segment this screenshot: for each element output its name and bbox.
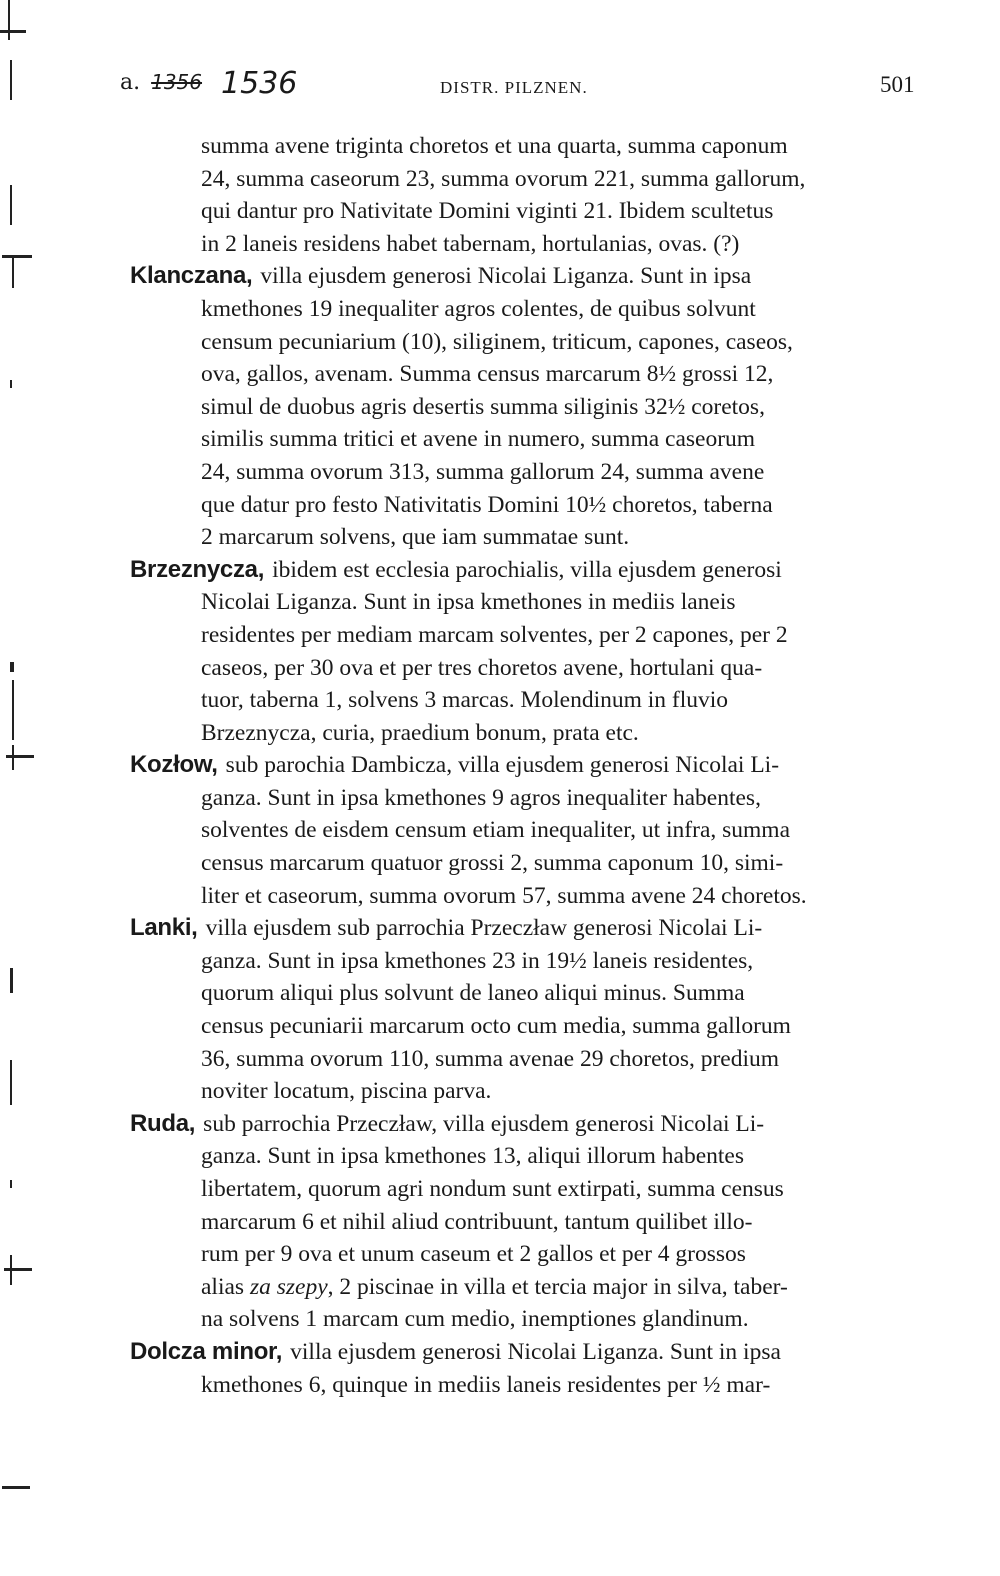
text-line	[130, 130, 930, 163]
line-text: Nicolai Liganza. Sunt in ipsa kmethones in mediis laneis	[201, 589, 736, 616]
text-line	[130, 293, 930, 326]
line-text: ganza. Sunt in ipsa kmethones 13, aliqui illorum habentes	[201, 1143, 745, 1170]
entry-heading-line	[130, 1108, 930, 1141]
line-text: kmethones 6, quinque in mediis laneis residentes per ½ mar-	[201, 1371, 771, 1398]
text-line	[130, 456, 930, 489]
text-line	[130, 163, 930, 196]
village-name: Dolcza minor,	[130, 1337, 283, 1365]
line-text: 2 marcarum solvens, que iam summatae sunt.	[201, 524, 630, 551]
line-text: ova, gallos, avenam. Summa census marcarum 8½ grossi 12,	[201, 361, 774, 388]
text-line	[130, 945, 930, 978]
line-text: villa ejusdem sub parrochia Przeczław generosi Nicolai Li-	[205, 915, 763, 942]
italic-phrase: za szepy	[249, 1273, 328, 1300]
text-line	[130, 652, 930, 685]
line-text: que datur pro festo Nativitatis Domini 10½ choretos, taberna	[201, 491, 773, 518]
text-line	[130, 1303, 930, 1336]
text-line	[130, 423, 930, 456]
line-text: sub parochia Dambicza, villa ejusdem generosi Nicolai Li-	[225, 752, 780, 779]
line-text: tuor, taberna 1, solvens 3 marcas. Molendinum in fluvio	[201, 687, 729, 714]
text-line	[130, 358, 930, 391]
text-line	[130, 228, 930, 261]
text-line	[130, 1369, 930, 1402]
line-text: libertatem, quorum agri nondum sunt extirpati, summa census	[201, 1176, 784, 1202]
entry-heading-line	[130, 554, 930, 587]
line-text: Brzeznycza, curia, praedium bonum, prata etc.	[201, 719, 639, 746]
line-text: liter et caseorum, summa ovorum 57, summa avene 24 choretos.	[201, 882, 807, 909]
text-line	[130, 717, 930, 750]
line-text: kmethones 19 inequaliter agros colentes, de quibus solvunt	[201, 295, 756, 322]
line-text: summa avene triginta choretos et una quarta, summa caponum	[201, 133, 788, 159]
village-name: Kozłow,	[130, 751, 218, 779]
line-text: qui dantur pro Nativitate Domini viginti 21. Ibidem scultetus	[201, 198, 774, 225]
folio-prefix: a.	[120, 70, 141, 95]
text-line	[130, 489, 930, 522]
old-folio-number: 1356	[151, 70, 203, 94]
line-text: 36, summa ovorum 110, summa avenae 29 choretos, predium	[201, 1045, 780, 1072]
text-line	[130, 1043, 930, 1076]
text-line	[130, 619, 930, 652]
line-text: simul de duobus agris desertis summa siliginis 32½ coretos,	[201, 393, 765, 420]
text-line	[130, 521, 930, 554]
line-text: censum pecuniarium (10), siliginem, triticum, capones, caseos,	[201, 328, 793, 355]
line-text: caseos, per 30 ova et per tres choretos avene, hortulani qua-	[201, 654, 763, 681]
entry-heading-line	[130, 260, 930, 293]
line-text: ibidem est ecclesia parochialis, villa ejusdem generosi	[272, 556, 782, 583]
page-number: 501	[880, 72, 915, 97]
line-text: ganza. Sunt in ipsa kmethones 23 in 19½ laneis residentes,	[201, 947, 754, 974]
line-text: quorum aliqui plus solvunt de laneo aliqui minus. Summa	[201, 980, 745, 1007]
text-line	[130, 1173, 930, 1206]
line-text: villa ejusdem generosi Nicolai Liganza. Sunt in ipsa	[290, 1338, 781, 1365]
line-text: residentes per mediam marcam solventes, per 2 capones, per 2	[201, 621, 788, 648]
text-line	[130, 195, 930, 228]
text-line	[130, 1075, 930, 1108]
line-text: similis summa tritici et avene in numero, summa caseorum	[201, 426, 756, 453]
running-title: DISTR. PILZNEN.	[440, 78, 588, 97]
line-text: marcarum 6 et nihil aliud contribuunt, tantum quilibet illo-	[201, 1208, 753, 1235]
line-text: 24, summa ovorum 313, summa gallorum 24, summa avene	[201, 458, 765, 485]
entry-heading-line	[130, 912, 930, 945]
line-text: noviter locatum, piscina parva.	[201, 1078, 492, 1105]
text-line	[130, 1010, 930, 1043]
text-line	[130, 847, 930, 880]
village-name: Lanki,	[130, 914, 198, 942]
line-text: census marcarum quatuor grossi 2, summa caponum 10, simi-	[201, 850, 784, 877]
line-text: in 2 laneis residens habet tabernam, hortulanias, ovas. (?)	[201, 230, 740, 257]
text-line	[130, 1206, 930, 1239]
text-segment: alias	[201, 1273, 250, 1300]
text-line	[130, 977, 930, 1010]
document-body	[130, 130, 930, 1401]
text-line	[130, 391, 930, 424]
village-name: Ruda,	[130, 1109, 196, 1137]
text-line	[130, 586, 930, 619]
margin-scan-marks	[0, 0, 40, 1576]
folio-annotation	[120, 62, 298, 101]
text-line	[130, 1238, 930, 1271]
text-line	[130, 684, 930, 717]
entry-heading-line	[130, 1336, 930, 1369]
text-line	[130, 1140, 930, 1173]
text-line	[130, 880, 930, 913]
text-line	[130, 1271, 930, 1304]
text-line	[130, 326, 930, 359]
text-line	[130, 782, 930, 815]
line-text: 24, summa caseorum 23, summa ovorum 221, summa gallorum,	[201, 165, 806, 192]
village-name: Brzeznycza,	[130, 555, 265, 583]
line-text: census pecuniarii marcarum octo cum media, summa gallorum	[201, 1013, 791, 1040]
handwritten-folio-number: 1536	[221, 66, 298, 101]
line-text: solventes de eisdem censum etiam inequaliter, ut infra, summa	[201, 817, 791, 844]
line-text: sub parrochia Przeczław, villa ejusdem generosi Nicolai Li-	[203, 1110, 765, 1137]
line-text: , 2 piscinae in villa et tercia major in silva, taber-	[327, 1273, 788, 1300]
village-name: Klanczana,	[130, 262, 253, 290]
text-line	[130, 814, 930, 847]
line-text: rum per 9 ova et unum caseum et 2 gallos et per 4 grossos	[201, 1241, 746, 1268]
line-text: na solvens 1 marcam cum medio, inemptiones glandinum.	[201, 1306, 749, 1333]
line-text: villa ejusdem generosi Nicolai Liganza. Sunt in ipsa	[260, 263, 752, 290]
line-text: ganza. Sunt in ipsa kmethones 9 agros inequaliter habentes,	[201, 784, 761, 811]
entry-heading-line	[130, 749, 930, 782]
